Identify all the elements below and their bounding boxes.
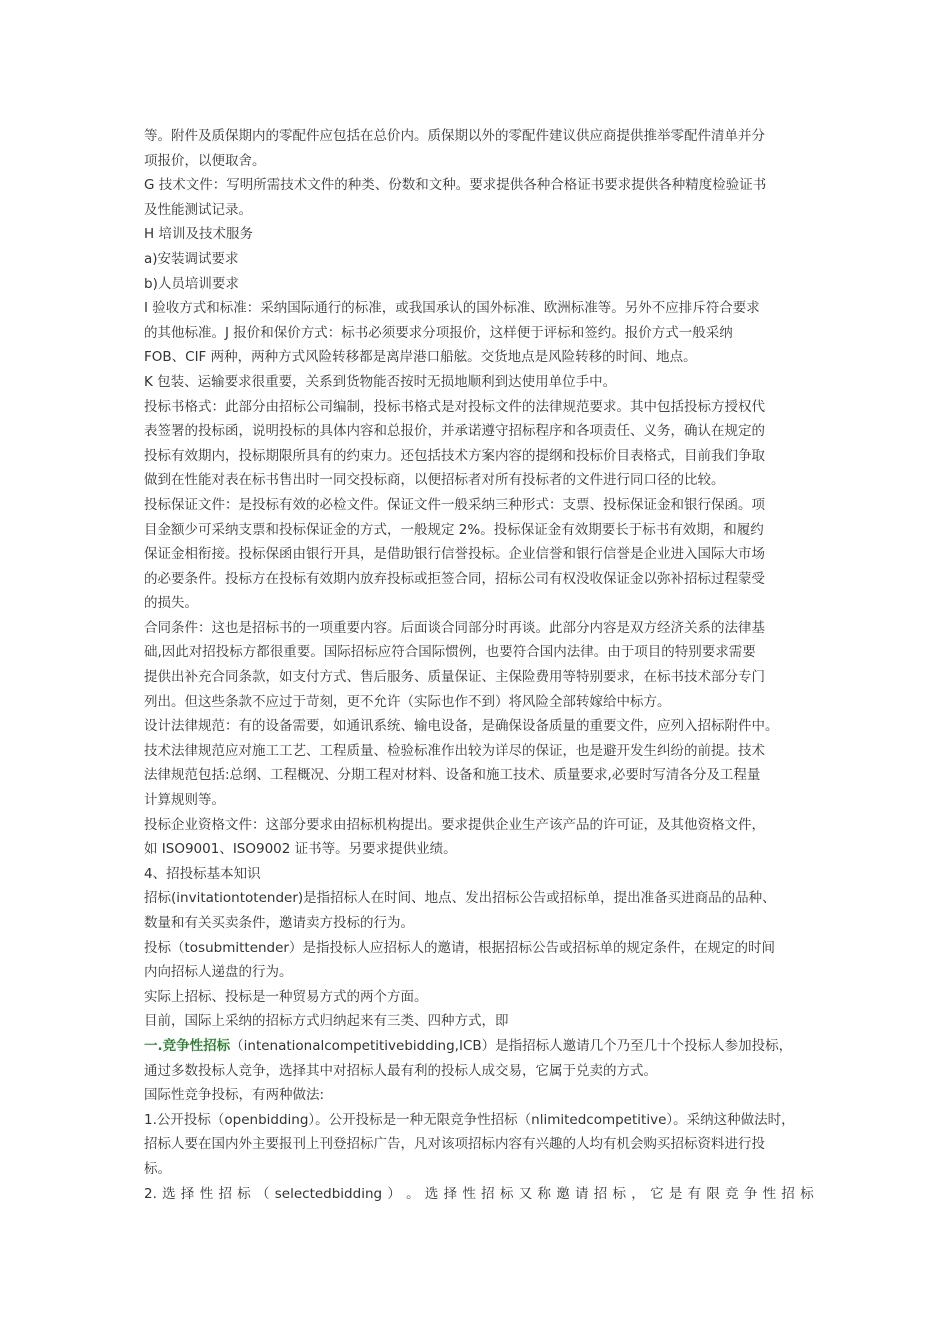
- text-line: 项报价，以便取舍。: [144, 152, 266, 169]
- text-token: 性: [462, 1185, 476, 1202]
- text-token: 招: [481, 1185, 495, 1202]
- text-token: 是: [668, 1185, 683, 1202]
- body-text-block: [144, 124, 814, 1034]
- text-line: 投标有效期内，投标期限所具有的约束力。还包括技术方案内容的提纲和投标价目表格式，目前我们争取: [144, 447, 765, 464]
- text-token: 它: [650, 1185, 664, 1202]
- text-token: 请: [575, 1185, 589, 1202]
- text-token: （: [255, 1185, 270, 1202]
- text-line: 的损失。: [144, 595, 198, 612]
- text-token: 称: [537, 1185, 551, 1202]
- text-token: selectedbidding: [274, 1185, 383, 1202]
- text-line: 内向招标人递盘的行为。: [144, 964, 293, 981]
- text-line: H 培训及技术服务: [144, 226, 253, 243]
- text-token: 有: [687, 1185, 702, 1202]
- text-line: b)人员培训要求: [144, 275, 239, 292]
- icb-definition: （intenationalcompetitivebidding,ICB）是指招标人邀请几个乃至几十个投标人参加投标，: [230, 1037, 793, 1054]
- text-token: 又: [518, 1185, 533, 1202]
- text-token: 选: [162, 1185, 176, 1202]
- document-page: [144, 124, 814, 1206]
- text-line: 做到在性能对表在标书售出时一同交投标商，以便招标者对所有投标者的文件进行同口径的比较。: [144, 472, 725, 489]
- text-line: 标。: [144, 1160, 171, 1177]
- text-token: 限: [706, 1185, 720, 1202]
- text-token: 标: [800, 1185, 814, 1202]
- text-line: a)安装调试要求: [144, 250, 239, 267]
- text-token: 择: [180, 1185, 195, 1202]
- text-line: 目金额少可采纳支票和投标保证金的方式，一般规定 2%。投标保证金有效期要长于标书有效期，和履约: [144, 521, 764, 538]
- text-token: ，: [631, 1185, 645, 1202]
- text-line: 4、招投标基本知识: [144, 865, 261, 882]
- text-line: 表签署的投标函，说明投标的具体内容和总报价，并承诺遵守招标程序和各项责任、义务，确认在规定的: [144, 423, 765, 440]
- icb-heading: 一.竞争性招标: [144, 1037, 231, 1054]
- text-line: 投标书格式：此部分由招标公司编制，投标书格式是对投标文件的法律规范要求。其中包括投标方授权代: [144, 398, 765, 415]
- text-line: 如 ISO9001、ISO9002 证书等。另要求提供业绩。: [144, 841, 457, 858]
- text-line: 合同条件：这也是招标书的一项重要内容。后面谈合同部分时再谈。此部分内容是双方经济关系的法律基: [144, 619, 765, 636]
- text-token: 标: [499, 1185, 514, 1202]
- text-line: 础,因此对招投标方都很重要。国际招标应符合国际惯例，也要符合国内法律。由于项目的特别要求需要: [144, 644, 756, 661]
- text-line: 招标(invitationtotender)是指招标人在时间、地点、发出招标公告或招标单，提出准备买进商品的品种、: [144, 890, 776, 907]
- text-token: 2.: [144, 1185, 157, 1202]
- text-line: G 技术文件：写明所需技术文件的种类、份数和文种。要求提供各种合格证书要求提供各种精度检验证书: [144, 177, 767, 194]
- text-line: 的必要条件。投标方在投标有效期内放弃投标或拒签合同，招标公司有权没收保证金以弥补招标过程蒙受: [144, 570, 765, 587]
- text-line: FOB、CIF 两种，两种方式风险转移都是离岸港口船舷。交货地点是风险转移的时间、地点。: [144, 349, 697, 366]
- text-line: 招标人要在国内外主要报刊上刊登招标广告，凡对该项招标内容有兴趣的人均有机会购买招标资料进行投: [144, 1136, 765, 1153]
- text-token: ）: [387, 1185, 401, 1202]
- text-line: 技术法律规范应对施工工艺、工程质量、检验标准作出较为详尽的保证，也是避开发生纠纷的前提。技术: [144, 742, 765, 759]
- text-line: I 验收方式和标准：采纳国际通行的标准，或我国承认的国外标准、欧洲标准等。另外不应排斥符合要求: [144, 300, 760, 317]
- text-line: 目前，国际上采纳的招标方式归纳起来有三类、四种方式，即: [144, 1013, 509, 1030]
- text-line: 国际性竞争投标，有两种做法:: [144, 1087, 325, 1104]
- text-line: 设计法律规范：有的设备需要，如通讯系统、输电设备，是确保设备质量的重要文件，应列入招标附件中。: [144, 718, 779, 735]
- selected-bidding-line: [144, 1182, 814, 1207]
- text-token: 性: [199, 1185, 214, 1202]
- text-line: 实际上招标、投标是一种贸易方式的两个方面。: [144, 988, 428, 1005]
- text-line: 投标企业资格文件：这部分要求由招标机构提出。要求提供企业生产该产品的许可证，及其他资格文件，: [144, 816, 765, 833]
- text-line: 及性能测试记录。: [144, 201, 252, 218]
- text-line: 提供出补充合同条款，如支付方式、售后服务、质量保证、主保险费用等特别要求，在标书技术部分专门: [144, 669, 765, 686]
- text-token: 争: [743, 1185, 758, 1202]
- icb-paragraph-line: [144, 1034, 814, 1059]
- text-line: 法律规范包括:总纲、工程概况、分期工程对材料、设备和施工技术、质量要求,必要时写清各分及工程量: [144, 767, 761, 784]
- text-token: 竞: [725, 1185, 739, 1202]
- text-token: 。: [406, 1185, 420, 1202]
- text-token: 标: [237, 1185, 251, 1202]
- text-line: 通过多数投标人竞争，选择其中对招标人最有利的投标人成交易，它属于兑卖的方式。: [144, 1062, 657, 1079]
- text-token: 性: [762, 1185, 777, 1202]
- text-token: 招: [218, 1185, 232, 1202]
- text-line: 1.公开投标（openbidding）。公开投标是一种无限竞争性招标（nlimitedcompetitive）。采纳这种做法时，: [144, 1111, 795, 1128]
- text-line: 投标保证文件：是投标有效的必检文件。保证文件一般采纳三种形式：支票、投标保证金和银行保函。项: [144, 496, 765, 513]
- text-token: 招: [781, 1185, 795, 1202]
- body-text-block-2: [144, 1059, 814, 1182]
- text-line: 数量和有关买卖条件，邀请卖方投标的行为。: [144, 915, 414, 931]
- text-token: 选: [424, 1185, 439, 1202]
- text-line: 等。附件及质保期内的零配件应包括在总价内。质保期以外的零配件建议供应商提供推举零配件清单并分: [144, 128, 765, 144]
- text-token: 择: [443, 1185, 458, 1202]
- text-line: K 包装、运输要求很重要，关系到货物能否按时无损地顺利到达使用单位手中。: [144, 373, 617, 390]
- text-line: 计算规则等。: [144, 792, 225, 809]
- text-token: 招: [593, 1185, 608, 1202]
- text-line: 列出。但这些条款不应过于苛刻，更不允许（实际也作不到）将风险全部转嫁给中标方。: [144, 693, 671, 710]
- text-line: 投标（tosubmittender）是指投标人应招标人的邀请，根据招标公告或招标单的规定条件，在规定的时间: [144, 939, 775, 956]
- text-token: 邀: [556, 1185, 570, 1202]
- text-token: 标: [612, 1185, 627, 1202]
- text-line: 的其他标准。J 报价和保价方式：标书必须要求分项报价，这样便于评标和签约。报价方式一般采纳: [144, 324, 733, 341]
- text-line: 保证金相衔接。投标保函由银行开具，是借助银行信誉投标。企业信誉和银行信誉是企业进入国际大市场: [144, 546, 765, 563]
